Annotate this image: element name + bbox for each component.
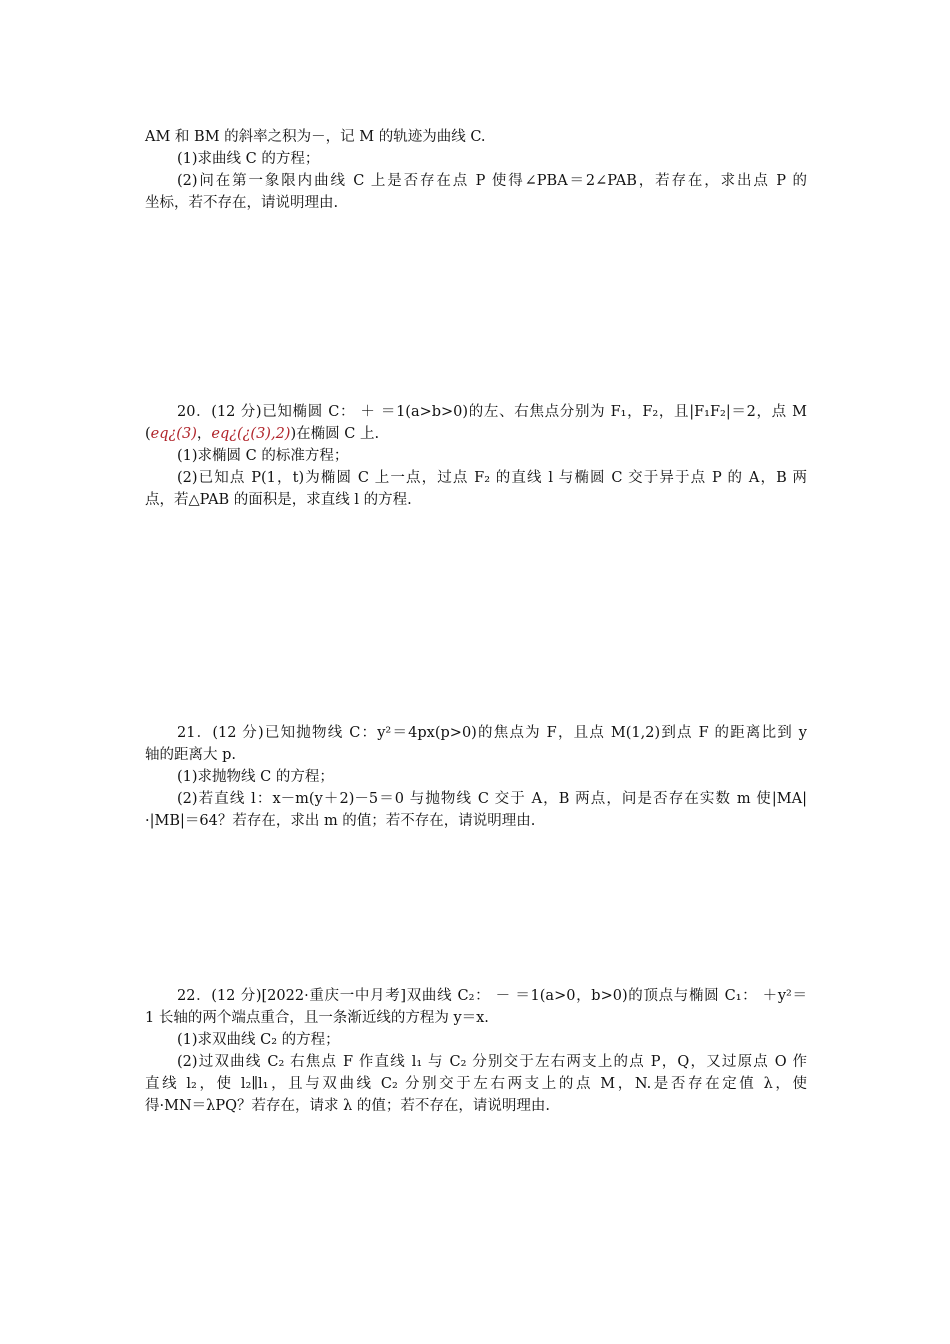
q21-sub1: (1)求抛物线 C 的方程；	[177, 769, 334, 785]
q21-sub2-a: (2)若直线 l：x－m(y＋2)－5＝0 与抛物线 C 交于 A，B 两点，问是否存在实数 m 使|MA|	[177, 791, 807, 807]
q22-sub2-a: (2)过双曲线 C₂ 右焦点 F 作直线 l₁ 与 C₂ 分别交于左右两支上的点 P，Q，又过原点 O 作	[177, 1054, 807, 1070]
q22-sub1: (1)求双曲线 C₂ 的方程；	[177, 1032, 340, 1048]
q20-eq-field-2: eq¿(¿(3),2)	[211, 426, 291, 442]
q20-line1: 20．(12 分)已知椭圆 C： ＋ ＝1(a>b>0)的左、右焦点分别为 F₁，F₂，且|F₁F₂|＝2，点 M	[177, 404, 807, 420]
q19-sub2-b: 坐标，若不存在，请说明理由.	[145, 195, 339, 211]
q19-line1: AM 和 BM 的斜率之积为－，记 M 的轨迹为曲线 C.	[145, 129, 486, 145]
q20-line2-sep: ，	[196, 426, 212, 442]
q22-sub2-b: 直线 l₂，使 l₂∥l₁，且与双曲线 C₂ 分别交于左右两支上的点 M，N.是否存在定值 λ，使	[145, 1076, 807, 1092]
q20-eq-field-1: eq¿(3)	[150, 426, 197, 442]
q22-sub2-c: 得·MN＝λPQ？若存在，请求 λ 的值；若不存在，请说明理由.	[145, 1098, 550, 1114]
q21-line2: 轴的距离大 p.	[145, 747, 236, 763]
q22-line2: 1 长轴的两个端点重合，且一条渐近线的方程为 y＝x.	[145, 1010, 489, 1026]
q20-sub2-b: 点，若△PAB 的面积是，求直线 l 的方程.	[145, 492, 412, 508]
q20-sub1: (1)求椭圆 C 的标准方程；	[177, 448, 349, 464]
q20-line2	[145, 423, 807, 445]
q20-line2-close: )在椭圆 C 上.	[290, 426, 380, 442]
q20-line2-open: (	[145, 426, 151, 442]
q19-sub1: (1)求曲线 C 的方程；	[177, 151, 320, 167]
q20-sub2-a: (2)已知点 P(1，t)为椭圆 C 上一点，过点 F₂ 的直线 l 与椭圆 C 交于异于点 P 的 A，B 两	[177, 470, 807, 486]
q21-sub2-b: ·|MB|＝64？若存在，求出 m 的值；若不存在，请说明理由.	[145, 813, 536, 829]
q19-sub2-a: (2)问在第一象限内曲线 C 上是否存在点 P 使得∠PBA＝2∠PAB，若存在，求出点 P 的	[177, 173, 807, 189]
q21-line1: 21．(12 分)已知抛物线 C：y²＝4px(p>0)的焦点为 F，且点 M(1,2)到点 F 的距离比到 y	[177, 725, 807, 741]
q22-line1: 22．(12 分)[2022·重庆一中月考]双曲线 C₂： － ＝1(a>0，b>0)的顶点与椭圆 C₁： ＋y²＝	[177, 988, 807, 1004]
